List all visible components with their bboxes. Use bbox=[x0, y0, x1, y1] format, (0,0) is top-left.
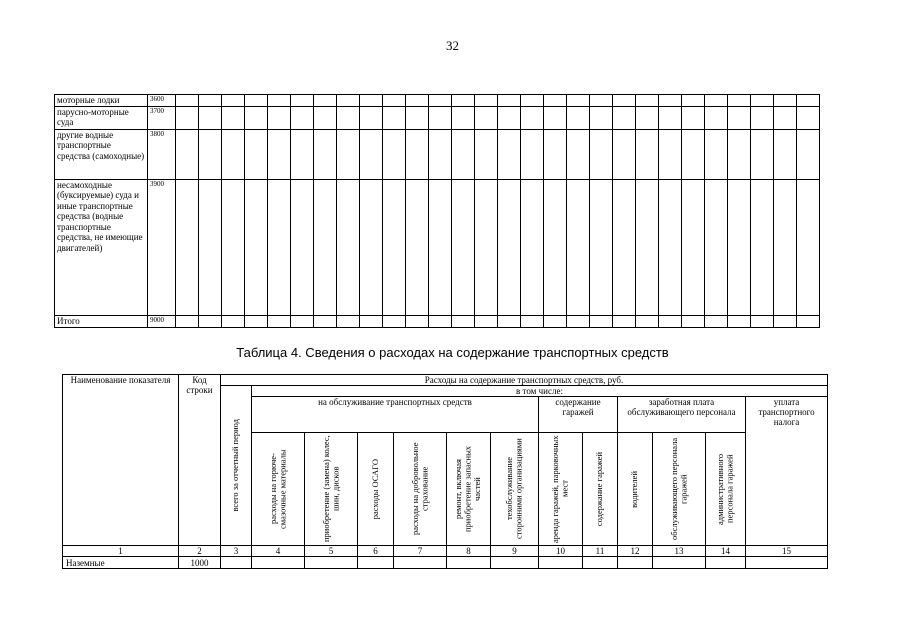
table-row bbox=[55, 95, 820, 107]
empty-cell bbox=[383, 106, 406, 129]
empty-cell bbox=[539, 557, 583, 569]
empty-cell bbox=[314, 315, 337, 327]
empty-cell bbox=[222, 95, 245, 107]
empty-cell bbox=[222, 315, 245, 327]
empty-cell bbox=[613, 315, 636, 327]
empty-cell bbox=[613, 179, 636, 315]
table-row bbox=[55, 129, 820, 179]
empty-cell bbox=[746, 557, 828, 569]
header-garage-rent: аренда гаражей, парковочных мест bbox=[539, 433, 583, 546]
header-drivers: водителей bbox=[618, 433, 653, 546]
empty-cell bbox=[429, 95, 452, 107]
empty-cell bbox=[653, 557, 706, 569]
empty-cell bbox=[199, 179, 222, 315]
empty-cell bbox=[567, 106, 590, 129]
empty-cell bbox=[751, 106, 774, 129]
empty-cell bbox=[314, 129, 337, 179]
empty-cell bbox=[682, 129, 705, 179]
empty-cell bbox=[475, 315, 498, 327]
header-garage-upkeep: содержание гаражей bbox=[583, 433, 618, 546]
empty-cell bbox=[406, 95, 429, 107]
empty-cell bbox=[429, 315, 452, 327]
empty-cell bbox=[429, 106, 452, 129]
empty-cell bbox=[498, 315, 521, 327]
empty-cell bbox=[475, 95, 498, 107]
empty-cell bbox=[491, 557, 539, 569]
empty-cell bbox=[751, 95, 774, 107]
empty-cell bbox=[705, 129, 728, 179]
empty-cell bbox=[544, 179, 567, 315]
table-row bbox=[55, 315, 820, 327]
empty-cell bbox=[337, 179, 360, 315]
empty-cell bbox=[337, 95, 360, 107]
row-name: Наземные bbox=[63, 557, 179, 569]
empty-cell bbox=[305, 557, 358, 569]
empty-cell bbox=[521, 95, 544, 107]
empty-cell bbox=[245, 106, 268, 129]
column-number: 2 bbox=[179, 546, 221, 557]
empty-cell bbox=[659, 315, 682, 327]
empty-cell bbox=[291, 106, 314, 129]
header-name: Наименование показателя bbox=[63, 375, 179, 546]
empty-cell bbox=[475, 129, 498, 179]
page-number: 32 bbox=[446, 38, 459, 53]
empty-cell bbox=[705, 315, 728, 327]
empty-cell bbox=[774, 106, 797, 129]
header-maintenance: техобслуживание сторонними организациями bbox=[491, 433, 539, 546]
row-name: Итого bbox=[55, 315, 148, 327]
column-number: 15 bbox=[746, 546, 828, 557]
empty-cell bbox=[406, 129, 429, 179]
empty-cell bbox=[682, 106, 705, 129]
empty-cell bbox=[268, 179, 291, 315]
empty-cell bbox=[613, 129, 636, 179]
empty-cell bbox=[199, 129, 222, 179]
empty-cell bbox=[291, 95, 314, 107]
empty-cell bbox=[682, 95, 705, 107]
empty-cell bbox=[360, 179, 383, 315]
empty-cell bbox=[475, 106, 498, 129]
empty-cell bbox=[567, 95, 590, 107]
empty-cell bbox=[728, 179, 751, 315]
empty-cell bbox=[659, 95, 682, 107]
header-garage: содержание гаражей bbox=[539, 397, 618, 433]
empty-cell bbox=[498, 95, 521, 107]
empty-cell bbox=[728, 106, 751, 129]
empty-cell bbox=[383, 179, 406, 315]
expenses-table bbox=[62, 374, 828, 569]
empty-cell bbox=[452, 95, 475, 107]
empty-cell bbox=[291, 315, 314, 327]
header-row bbox=[63, 375, 828, 386]
empty-cell bbox=[429, 179, 452, 315]
empty-cell bbox=[774, 315, 797, 327]
empty-cell bbox=[245, 129, 268, 179]
column-numbers-row bbox=[63, 546, 828, 557]
empty-cell bbox=[291, 129, 314, 179]
empty-cell bbox=[176, 179, 199, 315]
empty-cell bbox=[544, 106, 567, 129]
row-code: 1000 bbox=[179, 557, 221, 569]
empty-cell bbox=[268, 95, 291, 107]
row-code: 3800 bbox=[148, 129, 176, 179]
empty-cell bbox=[751, 315, 774, 327]
empty-cell bbox=[221, 557, 252, 569]
table-row bbox=[55, 179, 820, 315]
header-code: Код строки bbox=[179, 375, 221, 546]
table-title: Таблица 4. Сведения о расходах на содержание транспортных средств bbox=[236, 345, 669, 360]
empty-cell bbox=[498, 129, 521, 179]
empty-cell bbox=[544, 129, 567, 179]
empty-cell bbox=[728, 95, 751, 107]
empty-cell bbox=[797, 315, 820, 327]
empty-cell bbox=[636, 106, 659, 129]
empty-cell bbox=[613, 95, 636, 107]
column-number: 3 bbox=[221, 546, 252, 557]
row-name: моторные лодки bbox=[55, 95, 148, 107]
empty-cell bbox=[360, 106, 383, 129]
empty-cell bbox=[774, 95, 797, 107]
empty-cell bbox=[394, 557, 447, 569]
column-number: 14 bbox=[706, 546, 746, 557]
row-name: парусно-моторные суда bbox=[55, 106, 148, 129]
empty-cell bbox=[383, 129, 406, 179]
empty-cell bbox=[222, 106, 245, 129]
empty-cell bbox=[774, 179, 797, 315]
empty-cell bbox=[452, 315, 475, 327]
empty-cell bbox=[199, 315, 222, 327]
empty-cell bbox=[245, 95, 268, 107]
empty-cell bbox=[360, 95, 383, 107]
row-code: 3900 bbox=[148, 179, 176, 315]
empty-cell bbox=[583, 557, 618, 569]
empty-cell bbox=[682, 315, 705, 327]
empty-cell bbox=[498, 179, 521, 315]
empty-cell bbox=[797, 95, 820, 107]
column-number: 13 bbox=[653, 546, 706, 557]
empty-cell bbox=[452, 106, 475, 129]
empty-cell bbox=[613, 106, 636, 129]
header-osago: расходы ОСАГО bbox=[358, 433, 394, 546]
empty-cell bbox=[544, 315, 567, 327]
column-number: 4 bbox=[252, 546, 305, 557]
empty-cell bbox=[176, 315, 199, 327]
empty-cell bbox=[590, 179, 613, 315]
empty-cell bbox=[751, 179, 774, 315]
column-number: 1 bbox=[63, 546, 179, 557]
empty-cell bbox=[252, 557, 305, 569]
empty-cell bbox=[452, 179, 475, 315]
empty-cell bbox=[521, 106, 544, 129]
empty-cell bbox=[705, 95, 728, 107]
header-tires: приобретение (замена) колес, шин, дисков bbox=[305, 433, 358, 546]
empty-cell bbox=[728, 129, 751, 179]
empty-cell bbox=[774, 129, 797, 179]
header-expenses: Расходы на содержание транспортных средств, руб. bbox=[221, 375, 828, 386]
empty-cell bbox=[659, 106, 682, 129]
empty-cell bbox=[383, 95, 406, 107]
column-number: 7 bbox=[394, 546, 447, 557]
empty-cell bbox=[498, 106, 521, 129]
empty-cell bbox=[199, 95, 222, 107]
header-including: в том числе: bbox=[252, 386, 828, 397]
empty-cell bbox=[176, 95, 199, 107]
column-number: 11 bbox=[583, 546, 618, 557]
empty-cell bbox=[337, 315, 360, 327]
empty-cell bbox=[521, 129, 544, 179]
empty-cell bbox=[314, 95, 337, 107]
header-repair: ремонт, включая приобретение запасных частей bbox=[447, 433, 491, 546]
empty-cell bbox=[199, 106, 222, 129]
empty-cell bbox=[636, 315, 659, 327]
empty-cell bbox=[618, 557, 653, 569]
empty-cell bbox=[291, 179, 314, 315]
header-voluntary-insurance: расходы на добровольное страхование bbox=[394, 433, 447, 546]
empty-cell bbox=[268, 315, 291, 327]
column-number: 8 bbox=[447, 546, 491, 557]
empty-cell bbox=[705, 179, 728, 315]
continuation-table bbox=[54, 94, 820, 328]
empty-cell bbox=[406, 179, 429, 315]
row-code: 9000 bbox=[148, 315, 176, 327]
empty-cell bbox=[268, 106, 291, 129]
empty-cell bbox=[751, 129, 774, 179]
header-fuel: расходы на горюче-смазочные материалы bbox=[252, 433, 305, 546]
empty-cell bbox=[590, 95, 613, 107]
empty-cell bbox=[406, 315, 429, 327]
empty-cell bbox=[222, 129, 245, 179]
empty-cell bbox=[590, 315, 613, 327]
empty-cell bbox=[659, 129, 682, 179]
empty-cell bbox=[567, 315, 590, 327]
empty-cell bbox=[567, 129, 590, 179]
column-number: 6 bbox=[358, 546, 394, 557]
empty-cell bbox=[452, 129, 475, 179]
empty-cell bbox=[176, 106, 199, 129]
empty-cell bbox=[406, 106, 429, 129]
empty-cell bbox=[314, 179, 337, 315]
empty-cell bbox=[544, 95, 567, 107]
empty-cell bbox=[705, 106, 728, 129]
empty-cell bbox=[567, 179, 590, 315]
empty-cell bbox=[429, 129, 452, 179]
empty-cell bbox=[706, 557, 746, 569]
empty-cell bbox=[590, 106, 613, 129]
empty-cell bbox=[797, 129, 820, 179]
empty-cell bbox=[636, 129, 659, 179]
empty-cell bbox=[590, 129, 613, 179]
empty-cell bbox=[521, 179, 544, 315]
table-row bbox=[63, 557, 828, 569]
empty-cell bbox=[245, 179, 268, 315]
empty-cell bbox=[360, 129, 383, 179]
row-code: 3700 bbox=[148, 106, 176, 129]
empty-cell bbox=[176, 129, 199, 179]
header-admin-staff: административного персонала гаражей bbox=[706, 433, 746, 546]
row-name: несамоходные (буксируемые) суда и иные транспортные средства (водные транспортные средства, не имеющие двигателей) bbox=[55, 179, 148, 315]
empty-cell bbox=[383, 315, 406, 327]
empty-cell bbox=[314, 106, 337, 129]
empty-cell bbox=[337, 129, 360, 179]
header-total: всего за отчетный период bbox=[221, 386, 252, 546]
header-garage-staff: обслуживающего персонала гаражей bbox=[653, 433, 706, 546]
empty-cell bbox=[797, 179, 820, 315]
empty-cell bbox=[797, 106, 820, 129]
empty-cell bbox=[521, 315, 544, 327]
empty-cell bbox=[268, 129, 291, 179]
empty-cell bbox=[360, 315, 383, 327]
empty-cell bbox=[337, 106, 360, 129]
empty-cell bbox=[659, 179, 682, 315]
table-row bbox=[55, 106, 820, 129]
empty-cell bbox=[728, 315, 751, 327]
column-number: 5 bbox=[305, 546, 358, 557]
column-number: 10 bbox=[539, 546, 583, 557]
empty-cell bbox=[636, 95, 659, 107]
empty-cell bbox=[358, 557, 394, 569]
empty-cell bbox=[245, 315, 268, 327]
row-code: 3600 bbox=[148, 95, 176, 107]
header-salary: заработная плата обслуживающего персонала bbox=[618, 397, 746, 433]
empty-cell bbox=[222, 179, 245, 315]
row-name: другие водные транспортные средства (самоходные) bbox=[55, 129, 148, 179]
column-number: 9 bbox=[491, 546, 539, 557]
empty-cell bbox=[447, 557, 491, 569]
header-service: на обслуживание транспортных средств bbox=[252, 397, 539, 433]
column-number: 12 bbox=[618, 546, 653, 557]
empty-cell bbox=[475, 179, 498, 315]
empty-cell bbox=[682, 179, 705, 315]
empty-cell bbox=[636, 179, 659, 315]
header-tax: уплата транспортного налога bbox=[746, 397, 828, 546]
